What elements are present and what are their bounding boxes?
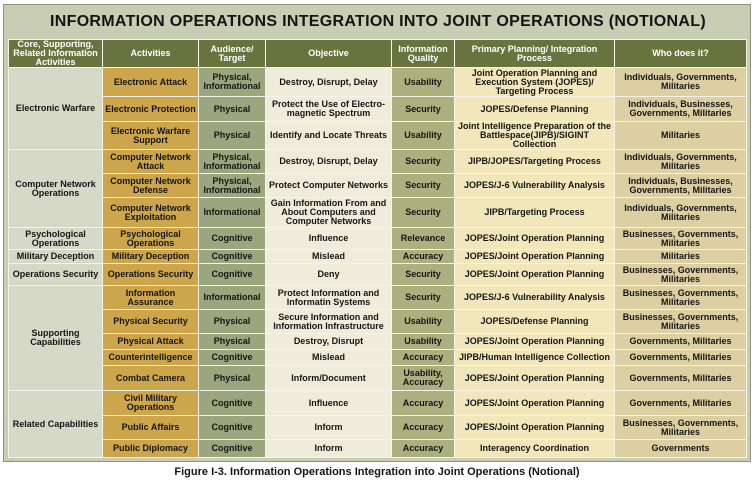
- header-who: Who does it?: [615, 40, 747, 68]
- activity-cell: Psychological Operations: [103, 228, 199, 250]
- quality-cell: Accuracy: [392, 440, 455, 458]
- audience-cell: Cognitive: [199, 440, 266, 458]
- header-audience: Audience/ Target: [199, 40, 266, 68]
- audience-cell: Physical, Informational: [199, 174, 266, 198]
- activity-cell: Information Assurance: [103, 286, 199, 310]
- quality-cell: Security: [392, 150, 455, 174]
- table-row: [9, 286, 747, 310]
- planning-cell: JOPES/Defense Planning: [455, 97, 615, 122]
- who-cell: Businesses, Governments, Militaries: [615, 264, 747, 286]
- group-computer-network-operations: Computer Network Operations: [9, 150, 103, 228]
- objective-cell: Deny: [266, 264, 392, 286]
- planning-cell: JOPES/Defense Planning: [455, 310, 615, 334]
- activity-cell: Public Diplomacy: [103, 440, 199, 458]
- objective-cell: Influence: [266, 391, 392, 416]
- table-row: [9, 334, 747, 350]
- planning-cell: Interagency Coordination: [455, 440, 615, 458]
- activity-cell: Combat Camera: [103, 366, 199, 391]
- group-psychological-operations: Psychological Operations: [9, 228, 103, 250]
- table-row: [9, 122, 747, 150]
- io-integration-table: [8, 39, 747, 458]
- activity-cell: Computer Network Attack: [103, 150, 199, 174]
- table-row: [9, 391, 747, 416]
- who-cell: Businesses, Governments, Militaries: [615, 416, 747, 440]
- activity-cell: Computer Network Defense: [103, 174, 199, 198]
- activity-cell: Physical Attack: [103, 334, 199, 350]
- planning-cell: JIPB/JOPES/Targeting Process: [455, 150, 615, 174]
- group-related-capabilities: Related Capabilities: [9, 391, 103, 458]
- table-row: [9, 350, 747, 366]
- planning-cell: Joint Operation Planning and Execution System (JOPES)/ Targeting Process: [455, 68, 615, 97]
- who-cell: Businesses, Governments, Militaries: [615, 310, 747, 334]
- quality-cell: Usability: [392, 68, 455, 97]
- objective-cell: Secure Information and Information Infrastructure: [266, 310, 392, 334]
- quality-cell: Accuracy: [392, 250, 455, 264]
- objective-cell: Identify and Locate Threats: [266, 122, 392, 150]
- quality-cell: Accuracy: [392, 391, 455, 416]
- audience-cell: Cognitive: [199, 391, 266, 416]
- table-row: [9, 68, 747, 97]
- header-core: Core, Supporting, Related Information Activities: [9, 40, 103, 68]
- who-cell: Governments, Militaries: [615, 350, 747, 366]
- objective-cell: Influence: [266, 228, 392, 250]
- planning-cell: JOPES/Joint Operation Planning: [455, 264, 615, 286]
- activity-cell: Physical Security: [103, 310, 199, 334]
- objective-cell: Mislead: [266, 350, 392, 366]
- audience-cell: Cognitive: [199, 228, 266, 250]
- audience-cell: Physical: [199, 310, 266, 334]
- who-cell: Individuals, Governments, Militaries: [615, 150, 747, 174]
- group-military-deception: Military Deception: [9, 250, 103, 264]
- planning-cell: JIPB/Targeting Process: [455, 198, 615, 228]
- figure-caption: Figure I-3. Information Operations Integration into Joint Operations (Notional): [174, 466, 580, 478]
- activity-cell: Civil Military Operations: [103, 391, 199, 416]
- planning-cell: JOPES/Joint Operation Planning: [455, 250, 615, 264]
- group-electronic-warfare: Electronic Warfare: [9, 68, 103, 150]
- activity-cell: Electronic Warfare Support: [103, 122, 199, 150]
- table-row: [9, 264, 747, 286]
- who-cell: Governments, Militaries: [615, 391, 747, 416]
- planning-cell: JOPES/Joint Operation Planning: [455, 334, 615, 350]
- audience-cell: Physical: [199, 334, 266, 350]
- table-row: [9, 198, 747, 228]
- figure-frame: [3, 4, 751, 462]
- quality-cell: Security: [392, 174, 455, 198]
- quality-cell: Accuracy: [392, 350, 455, 366]
- planning-cell: JOPES/Joint Operation Planning: [455, 366, 615, 391]
- audience-cell: Informational: [199, 198, 266, 228]
- audience-cell: Physical, Informational: [199, 150, 266, 174]
- objective-cell: Inform: [266, 416, 392, 440]
- objective-cell: Destroy, Disrupt: [266, 334, 392, 350]
- activity-cell: Public Affairs: [103, 416, 199, 440]
- audience-cell: Physical: [199, 366, 266, 391]
- planning-cell: JOPES/J-6 Vulnerability Analysis: [455, 286, 615, 310]
- planning-cell: Joint Intelligence Preparation of the Battlespace(JIPB)/SIGINT Collection: [455, 122, 615, 150]
- table-row: [9, 366, 747, 391]
- planning-cell: JOPES/Joint Operation Planning: [455, 416, 615, 440]
- quality-cell: Security: [392, 264, 455, 286]
- who-cell: Individuals, Governments, Militaries: [615, 198, 747, 228]
- objective-cell: Destroy, Disrupt, Delay: [266, 68, 392, 97]
- who-cell: Individuals, Businesses, Governments, Militaries: [615, 97, 747, 122]
- audience-cell: Cognitive: [199, 264, 266, 286]
- activity-cell: Electronic Protection: [103, 97, 199, 122]
- objective-cell: Inform/Document: [266, 366, 392, 391]
- quality-cell: Relevance: [392, 228, 455, 250]
- table-row: [9, 174, 747, 198]
- objective-cell: Inform: [266, 440, 392, 458]
- who-cell: Militaries: [615, 250, 747, 264]
- quality-cell: Security: [392, 286, 455, 310]
- who-cell: Governments, Militaries: [615, 334, 747, 350]
- planning-cell: JOPES/J-6 Vulnerability Analysis: [455, 174, 615, 198]
- header-activities: Activities: [103, 40, 199, 68]
- audience-cell: Physical: [199, 122, 266, 150]
- planning-cell: JOPES/Joint Operation Planning: [455, 228, 615, 250]
- who-cell: Individuals, Businesses, Governments, Militaries: [615, 174, 747, 198]
- activity-cell: Computer Network Exploitation: [103, 198, 199, 228]
- activity-cell: Counterintelligence: [103, 350, 199, 366]
- activity-cell: Operations Security: [103, 264, 199, 286]
- quality-cell: Usability: [392, 310, 455, 334]
- audience-cell: Cognitive: [199, 350, 266, 366]
- objective-cell: Destroy, Disrupt, Delay: [266, 150, 392, 174]
- group-operations-security: Operations Security: [9, 264, 103, 286]
- table-row: [9, 310, 747, 334]
- quality-cell: Usability: [392, 122, 455, 150]
- who-cell: Individuals, Governments, Militaries: [615, 68, 747, 97]
- audience-cell: Physical, Informational: [199, 68, 266, 97]
- planning-cell: JIPB/Human Intelligence Collection: [455, 350, 615, 366]
- who-cell: Businesses, Governments, Militaries: [615, 228, 747, 250]
- table-row: [9, 97, 747, 122]
- header-information-quality: Information Quality: [392, 40, 455, 68]
- table-row: [9, 440, 747, 458]
- objective-cell: Gain Information From and About Computers and Computer Networks: [266, 198, 392, 228]
- quality-cell: Security: [392, 97, 455, 122]
- who-cell: Militaries: [615, 122, 747, 150]
- objective-cell: Protect the Use of Electro- magnetic Spectrum: [266, 97, 392, 122]
- objective-cell: Mislead: [266, 250, 392, 264]
- quality-cell: Accuracy: [392, 416, 455, 440]
- table-row: [9, 250, 747, 264]
- who-cell: Governments, Militaries: [615, 366, 747, 391]
- audience-cell: Cognitive: [199, 250, 266, 264]
- activity-cell: Electronic Attack: [103, 68, 199, 97]
- objective-cell: Protect Information and Informatin Systems: [266, 286, 392, 310]
- objective-cell: Protect Computer Networks: [266, 174, 392, 198]
- quality-cell: Usability: [392, 334, 455, 350]
- activity-cell: Military Deception: [103, 250, 199, 264]
- header-objective: Objective: [266, 40, 392, 68]
- table-row: [9, 228, 747, 250]
- table-row: [9, 150, 747, 174]
- group-supporting-capabilities: Supporting Capabilities: [9, 286, 103, 391]
- header-planning-process: Primary Planning/ Integration Process: [455, 40, 615, 68]
- table-row: [9, 416, 747, 440]
- header-row: [9, 40, 747, 68]
- figure-title: INFORMATION OPERATIONS INTEGRATION INTO JOINT OPERATIONS (NOTIONAL): [50, 13, 706, 30]
- quality-cell: Usability, Accuracy: [392, 366, 455, 391]
- audience-cell: Informational: [199, 286, 266, 310]
- audience-cell: Physical: [199, 97, 266, 122]
- who-cell: Governments: [615, 440, 747, 458]
- planning-cell: JOPES/Joint Operation Planning: [455, 391, 615, 416]
- who-cell: Businesses, Governments, Militaries: [615, 286, 747, 310]
- quality-cell: Security: [392, 198, 455, 228]
- audience-cell: Cognitive: [199, 416, 266, 440]
